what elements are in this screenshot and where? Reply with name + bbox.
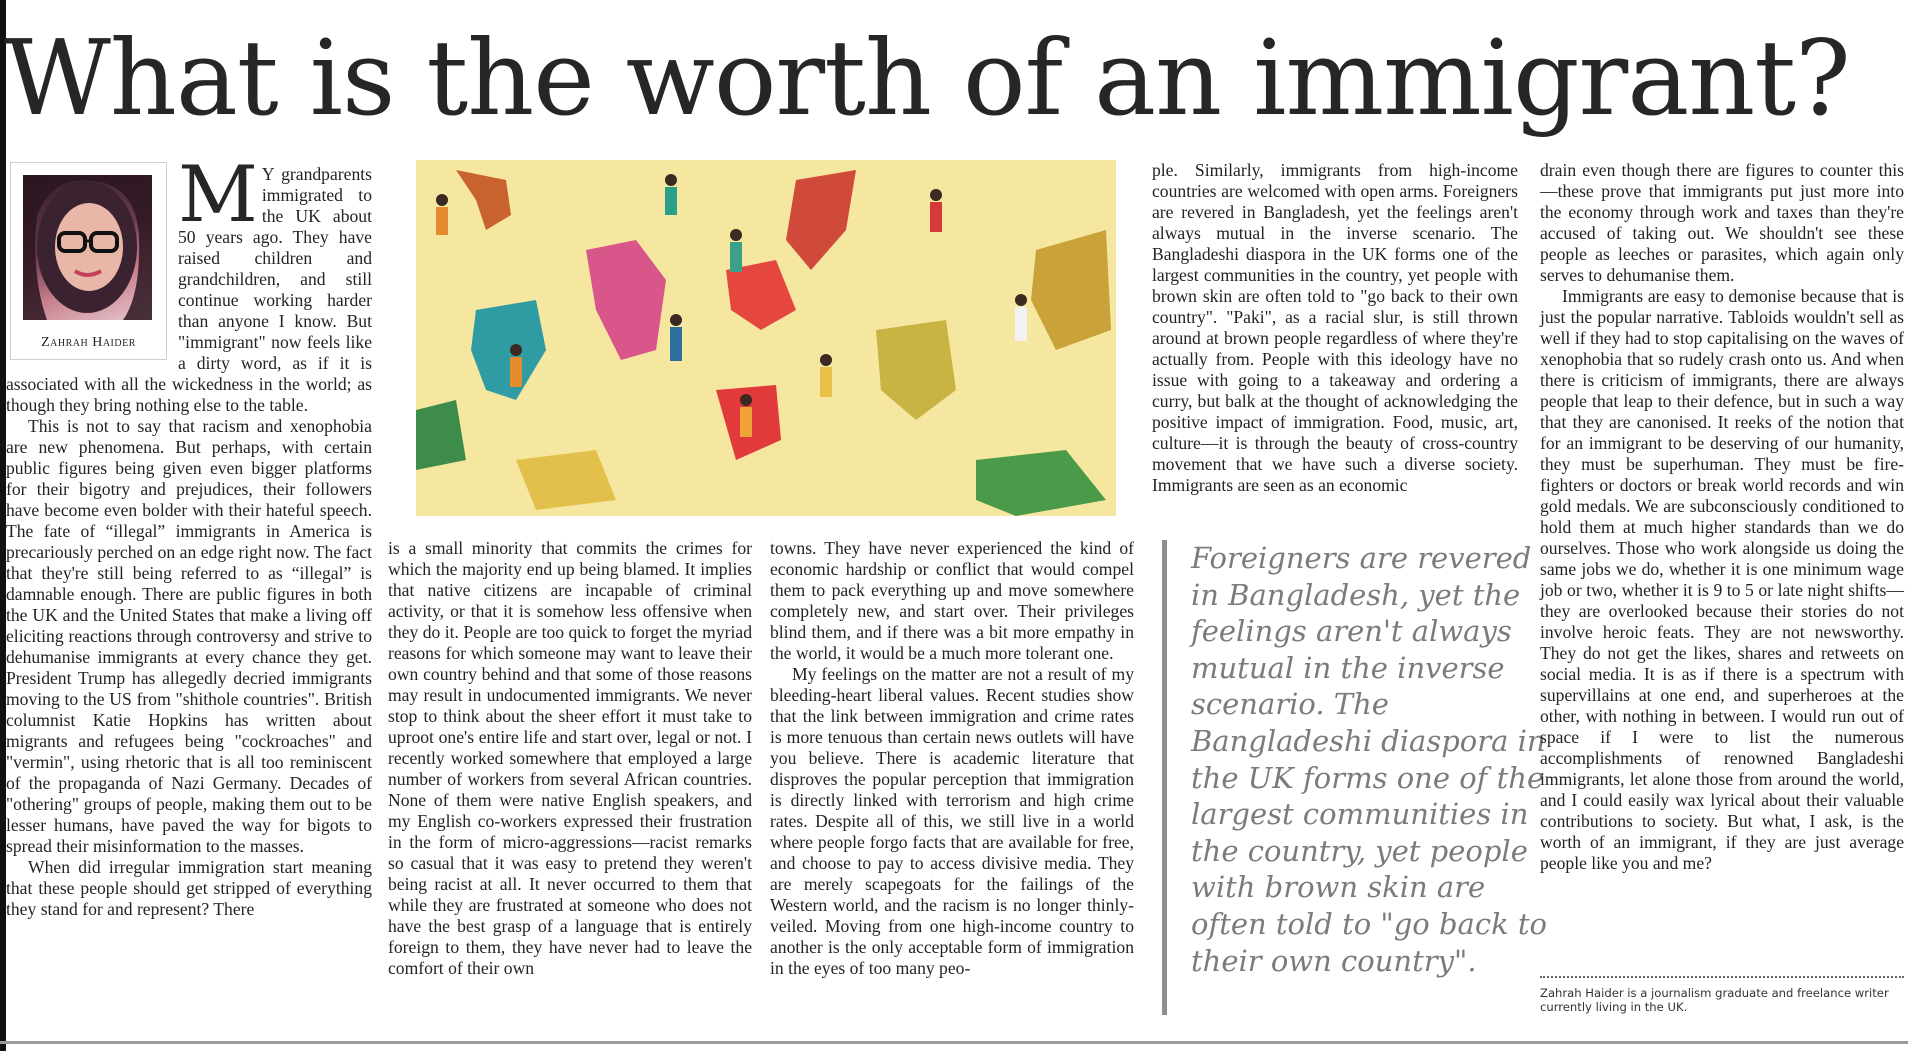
paragraph: drain even though there are figures to counter this—these prove that immigrants put just more into the economy through work and taxes than they're accused of taking out. We shouldn't see these people as leeches or parasites, which again only serves to dehumanise them. bbox=[1540, 160, 1904, 285]
article-column-3 bbox=[770, 538, 1134, 979]
article-column-5 bbox=[1540, 160, 1904, 874]
dropcap: M bbox=[178, 150, 258, 240]
paragraph: Immigrants are easy to demonise because that is just the popular narrative. Tabloids wouldn't sell as well if they had to stop capitalising on the waves of xenophobia that so rudely crash onto us. And when there is criticism of immigrants, there are always people that leap to their defence, but in such a way that they are canonised. It reeks of the notion that for an immigrant to be deserving of our humanity, they must be superhuman. They must be fire-fighters or doctors or break world records and win gold medals. We are subconsciously conditioned to hold them at much higher standards than we do ourselves. Those who work alongside us doing the same jobs we do, whether it is one minimum wage job or two, whether it is 9 to 5 or late night shifts—they are overlooked because their stories do not involve heroic feats. They are not newsworthy. They do not get the likes, shares and retweets on social media. It is as if there is a spectrum with supervillains at one end, and superheroes at the other, with nothing in between. I would run out of space if I were to list the numerous accomplishments of renowned Bangladeshi immigrants, let alone those from around the world, and I could easily wax lyrical about their valuable contributions to society. But what, I ask, is the worth of an immigrant, if they are just average people like you and me? bbox=[1540, 286, 1904, 873]
author-name: Zahrah Haider bbox=[41, 335, 136, 350]
bio-divider bbox=[1540, 976, 1904, 978]
migrants-map-illustration bbox=[416, 160, 1116, 516]
article-column-2 bbox=[388, 538, 752, 979]
photo-float-spacer bbox=[6, 164, 178, 364]
paragraph: is a small minority that commits the crimes for which the majority end up being blamed. It implies that native citizens are incapable of criminal activity, or that it is somehow less offensive when they do it. People are too quick to forget the myriad reasons for which someone may want to leave their own country behind and that some of those reasons may result in undocumented immigrants. We never stop to think about the sheer effort it must take to uproot one's entire life and start over, legal or not. I recently worked somewhere that employed a large number of workers from several African countries. None of them were native English speakers, and my English co-workers expressed their frustration in the form of micro-aggressions—racist remarks so casual that it was easy to pretend they weren't being racist at all. It never occurred to them that while they are frustrated at someone who does not have the best grasp of a language that is entirely foreign to them, they have never had to leave the comfort of their own bbox=[388, 538, 752, 978]
article-column-1 bbox=[6, 150, 372, 920]
author-bio: Zahrah Haider is a journalism graduate and freelance writer currently living in the UK. bbox=[1540, 986, 1889, 1014]
paragraph: towns. They have never experienced the kind of economic hardship or conflict that would compel them to pack everything up and move somewhere completely new, and start over. Their privileges blind them, and if there was a bit more empathy in the world, it would be a much more tolerant one. bbox=[770, 538, 1134, 663]
pull-quote: Foreigners are revered in Bangladesh, yet the feelings aren't always mutual in the inverse scenario. The Bangladeshi diaspora in the UK forms one of the largest communities in the country, yet people with brown skin are often told to "go back to their own country". bbox=[1162, 540, 1563, 1015]
paragraph: This is not to say that racism and xenophobia are new phenomena. But perhaps, with certain public figures being given even bigger platforms for their bigotry and prejudices, their followers have become even bolder with their hateful speech. The fate of “illegal” immigrants in America is precariously perched on an edge right now. The fact that they're still being referred to as “illegal” is damnable enough. There are public figures in both the UK and the United States that make a living off eliciting reactions through controversy and strive to dehumanise immigrants at every chance they get. President Trump has allegedly decried immigrants moving to the US from "shithole countries". British columnist Katie Hopkins has written about migrants and refugees being "cockroaches" and "vermin", using rhetoric that is all too reminiscent of the propaganda of Nazi Germany. Decades of "othering" groups of people, making them out to be lesser humans, have paved the way for bigots to spread their misinformation to the masses. bbox=[6, 416, 372, 856]
paragraph: M Y grandparents immigrated to the UK about 50 years ago. They have raised children and grandchildren, and still continue working harder than anyone I know. But "immigrant" now feels like a dirty word, as if it is associated with all the wickedness in the world; as though they bring nothing else to the table. bbox=[6, 150, 372, 415]
article-illustration bbox=[416, 160, 1116, 516]
bottom-rule bbox=[0, 1041, 1908, 1044]
paragraph: When did irregular immigration start meaning that these people should get stripped of everything they stand for and represent? There bbox=[6, 857, 372, 919]
paragraph: ple. Similarly, immigrants from high-income countries are welcomed with open arms. Foreigners are revered in Bangladesh, yet the feelings aren't always mutual in the inverse scenario. The Bangladeshi diaspora in the UK forms one of the largest communities in the country, yet people with brown skin are often told to "go back to their own country". "Paki", as a racial slur, is still thrown around at brown people regardless of where they're actually from. People with this ideology have no issue with going to a takeaway and ordering a curry, but balk at the thought of acknowledging the positive impact of immigration. Food, music, art, culture—it is through the beauty of cross-country movement that we have such a diverse society. Immigrants are seen as an economic bbox=[1152, 160, 1518, 495]
article-column-4 bbox=[1152, 160, 1518, 496]
headline: What is the worth of an immigrant? bbox=[4, 17, 1850, 139]
paragraph: My feelings on the matter are not a result of my bleeding-heart liberal values. Recent studies show that the link between immigration and crime rates is more tenuous than certain news outlets will have you believe. There is academic literature that disproves the popular perception that immigration is directly linked with terrorism and high crime rates. Despite all of this, we still live in a world where people forgo facts that are available for free, and choose to pay to access divisive media. They are merely scapegoats for the failings of the Western world, and the racism is no longer thinly-veiled. Moving from one high-income country to another is the only acceptable form of immigration in the eyes of too many peo- bbox=[770, 664, 1134, 978]
